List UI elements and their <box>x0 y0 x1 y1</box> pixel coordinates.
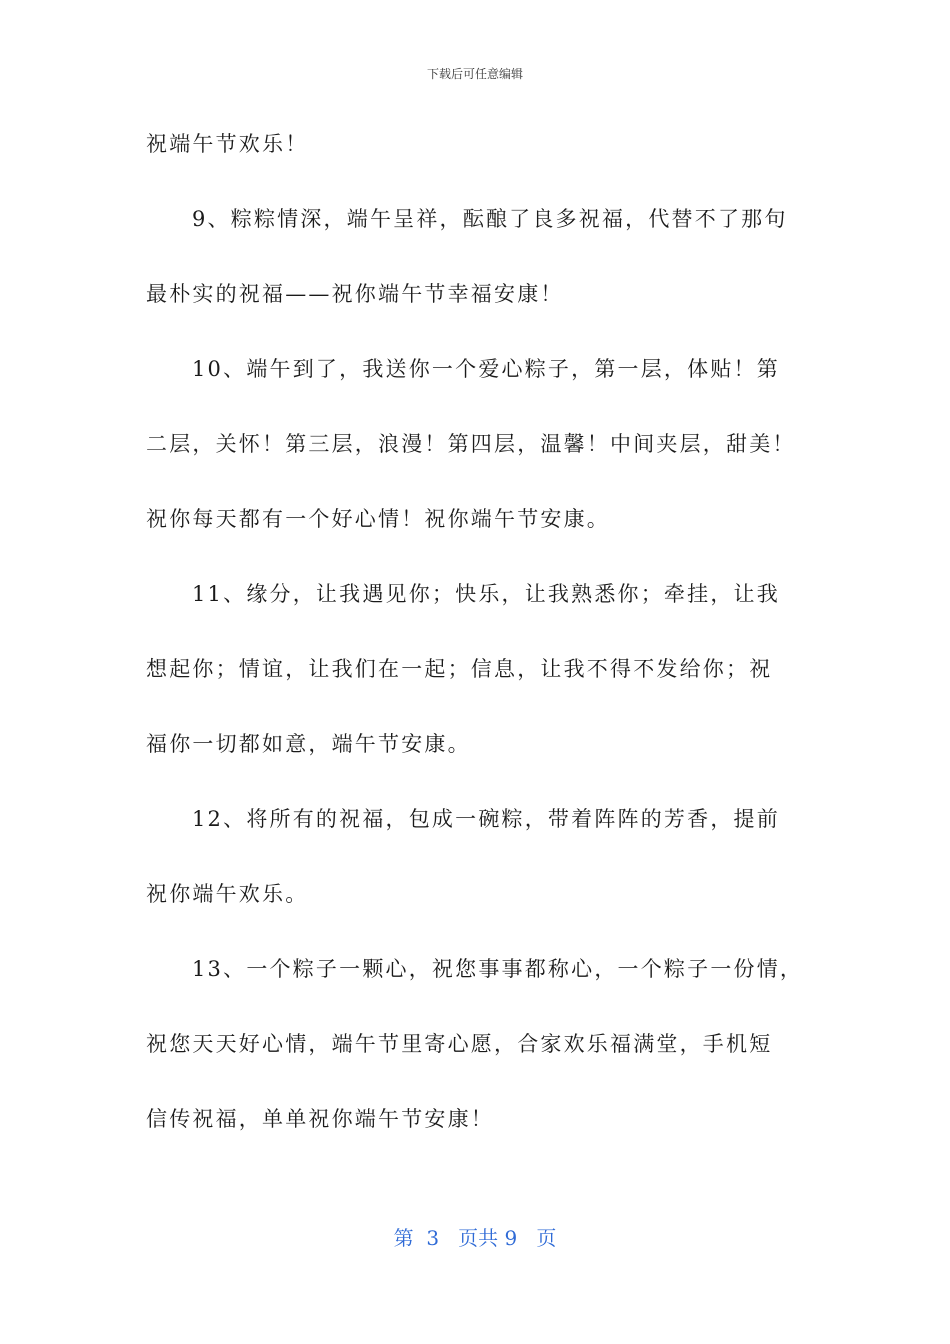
paragraph-12-line-1: 12、将所有的祝福，包成一碗粽，带着阵阵的芳香，提前 <box>192 807 780 831</box>
paragraph-9-line-1: 9、粽粽情深，端午呈祥，酝酿了良多祝福，代替不了那句 <box>192 207 788 231</box>
paragraph-13-line-3: 信传祝福，单单祝你端午节安康！ <box>146 1107 494 1131</box>
paragraph-13-line-1: 13、一个粽子一颗心，祝您事事都称心，一个粽子一份情， <box>192 957 804 981</box>
paragraph-10-line-1: 10、端午到了，我送你一个爱心粽子，第一层，体贴！第 <box>192 357 780 381</box>
paragraph-11-line-3: 福你一切都如意，端午节安康。 <box>146 732 471 756</box>
paragraph-9-line-2: 最朴实的祝福——祝你端午节幸福安康！ <box>146 282 564 306</box>
page-number: 第 3 页共 9 页 <box>393 1226 557 1250</box>
paragraph-12-line-2: 祝你端午欢乐。 <box>146 882 309 906</box>
paragraph-10-line-3: 祝你每天都有一个好心情！祝你端午节安康。 <box>146 507 610 531</box>
paragraph-10-line-2: 二层，关怀！第三层，浪漫！第四层，温馨！中间夹层，甜美！ <box>146 432 796 456</box>
text-line: 祝端午节欢乐！ <box>146 132 309 156</box>
page-header: 下载后可任意编辑 <box>426 67 523 81</box>
paragraph-11-line-1: 11、缘分，让我遇见你；快乐，让我熟悉你；牵挂，让我 <box>192 582 780 606</box>
document-body <box>146 126 806 1138</box>
paragraph-13-line-2: 祝您天天好心情，端午节里寄心愿，合家欢乐福满堂，手机短 <box>146 1032 773 1056</box>
paragraph-11-line-2: 想起你；情谊，让我们在一起；信息，让我不得不发给你；祝 <box>146 657 773 681</box>
